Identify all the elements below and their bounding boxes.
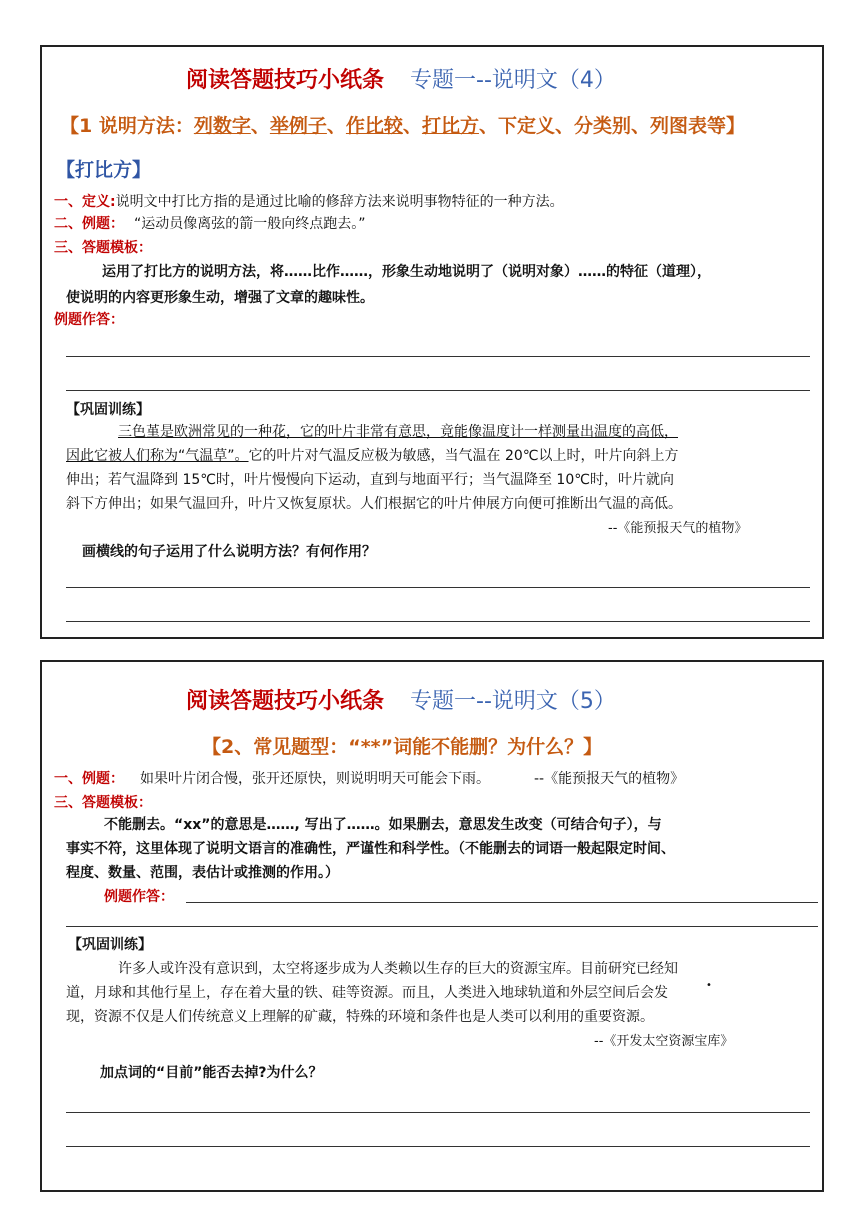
template-line: 事实不符，这里体现了说明文语言的准确性，严谨性和科学性。（不能删去的词语一般起限定时间、 <box>66 841 675 857</box>
definition-label: 一、定义: <box>54 194 116 210</box>
practice-label: 例题作答： <box>54 312 124 328</box>
drill-line: 许多人或许没有意识到，太空将逐步成为人类赖以生存的巨大的资源宝库。目前研究已经知 <box>118 961 678 977</box>
title-topic: 专题一--说明文（4） <box>410 68 616 93</box>
template-label: 三、答题模板： <box>54 240 152 256</box>
answer-line[interactable] <box>66 1146 810 1147</box>
example-label: 二、例题： <box>54 216 124 232</box>
template-line: 运用了打比方的说明方法，将……比作……，形象生动地说明了（说明对象）……的特征（道理）， <box>102 264 711 280</box>
answer-line[interactable] <box>186 902 818 903</box>
template-label: 三、答题模板： <box>54 795 152 811</box>
section-heading: 【打比方】 <box>56 159 152 181</box>
question: 加点词的“目前”能否去掉?为什么？ <box>100 1065 323 1081</box>
method-item: 列数字 <box>193 115 251 137</box>
drill-text: 它的叶片对气温反应极为敏感，当气温在 20℃以上时，叶片向斜上方 <box>248 448 679 464</box>
methods-list <box>60 111 745 138</box>
drill-source: --《能预报天气的植物》 <box>608 521 748 536</box>
methods-sep: 、 <box>250 115 270 137</box>
example-row <box>54 213 366 233</box>
drill-line: 斜下方伸出；如果气温回升，叶片又恢复原状。人们根据它的叶片伸展方向便可推断出气温的高低。 <box>66 496 682 512</box>
example-text: “运动员像离弦的箭一般向终点跑去。” <box>134 216 366 232</box>
template-line: 不能删去。“xx”的意思是……, 写出了……。如果删去，意思发生改变（可结合句子），与 <box>104 817 662 833</box>
answer-line[interactable] <box>66 356 810 357</box>
question: 画横线的句子运用了什么说明方法？有何作用？ <box>82 544 376 560</box>
drill-source: --《开发太空资源宝库》 <box>594 1034 734 1049</box>
practice-label: 例题作答： <box>104 889 174 905</box>
definition-text: 说明文中打比方指的是通过比喻的修辞方法来说明事物特征的一种方法。 <box>115 194 564 210</box>
title-main: 阅读答题技巧小纸条 <box>186 68 385 93</box>
methods-sep: 、 <box>326 115 346 137</box>
drill-line <box>118 421 678 441</box>
card-title <box>186 63 616 94</box>
emphasis-dot-icon: • <box>706 980 712 991</box>
drill-line: 现，资源不仅是人们传统意义上理解的矿藏，特殊的环境和条件也是人类可以利用的重要资源。 <box>66 1009 654 1025</box>
answer-line[interactable] <box>66 1112 810 1113</box>
drill-line <box>66 445 679 465</box>
answer-line[interactable] <box>66 587 810 588</box>
example-label: 一、例题： <box>54 771 124 787</box>
drill-heading: 【巩固训练】 <box>66 402 150 418</box>
methods-suffix: 、下定义、分类别、列图表等】 <box>478 115 745 137</box>
example-text: 如果叶片闭合慢，张开还原快，则说明明天可能会下雨。 <box>140 771 490 787</box>
drill-line: 伸出；若气温降到 15℃时，叶片慢慢向下运动，直到与地面平行；当气温降至 10℃时，叶片就向 <box>66 472 674 488</box>
answer-line[interactable] <box>66 390 810 391</box>
method-item: 打比方 <box>421 115 479 137</box>
example-row <box>54 768 684 788</box>
definition-row <box>54 191 564 211</box>
tip-card-5 <box>40 660 824 1192</box>
answer-line[interactable] <box>66 926 818 927</box>
answer-line[interactable] <box>66 621 810 622</box>
drill-heading: 【巩固训练】 <box>68 937 152 953</box>
methods-prefix: 【1 说明方法： <box>60 115 194 137</box>
method-item: 举例子 <box>269 115 327 137</box>
question-type-subtitle: 【2、常见题型：“**”词能不能删？为什么？】 <box>202 736 603 758</box>
template-line: 程度、数量、范围，表估计或推测的作用。） <box>66 865 339 881</box>
method-item: 作比较 <box>345 115 403 137</box>
example-source: --《能预报天气的植物》 <box>534 771 685 787</box>
title-main: 阅读答题技巧小纸条 <box>186 689 385 714</box>
tip-card-4 <box>40 45 824 639</box>
drill-underlined: 三色堇是欧洲常见的一种花，它的叶片非常有意思，竟能像温度计一样测量出温度的高低， <box>118 424 678 440</box>
drill-underlined: 因此它被人们称为“气温草”。 <box>66 448 249 464</box>
card-title <box>186 684 616 715</box>
title-topic: 专题一--说明文（5） <box>410 689 616 714</box>
template-line: 使说明的内容更形象生动，增强了文章的趣味性。 <box>66 290 374 306</box>
methods-sep: 、 <box>402 115 422 137</box>
drill-line: 道，月球和其他行星上，存在着大量的铁、硅等资源。而且，人类进入地球轨道和外层空间后会发 <box>66 985 668 1001</box>
